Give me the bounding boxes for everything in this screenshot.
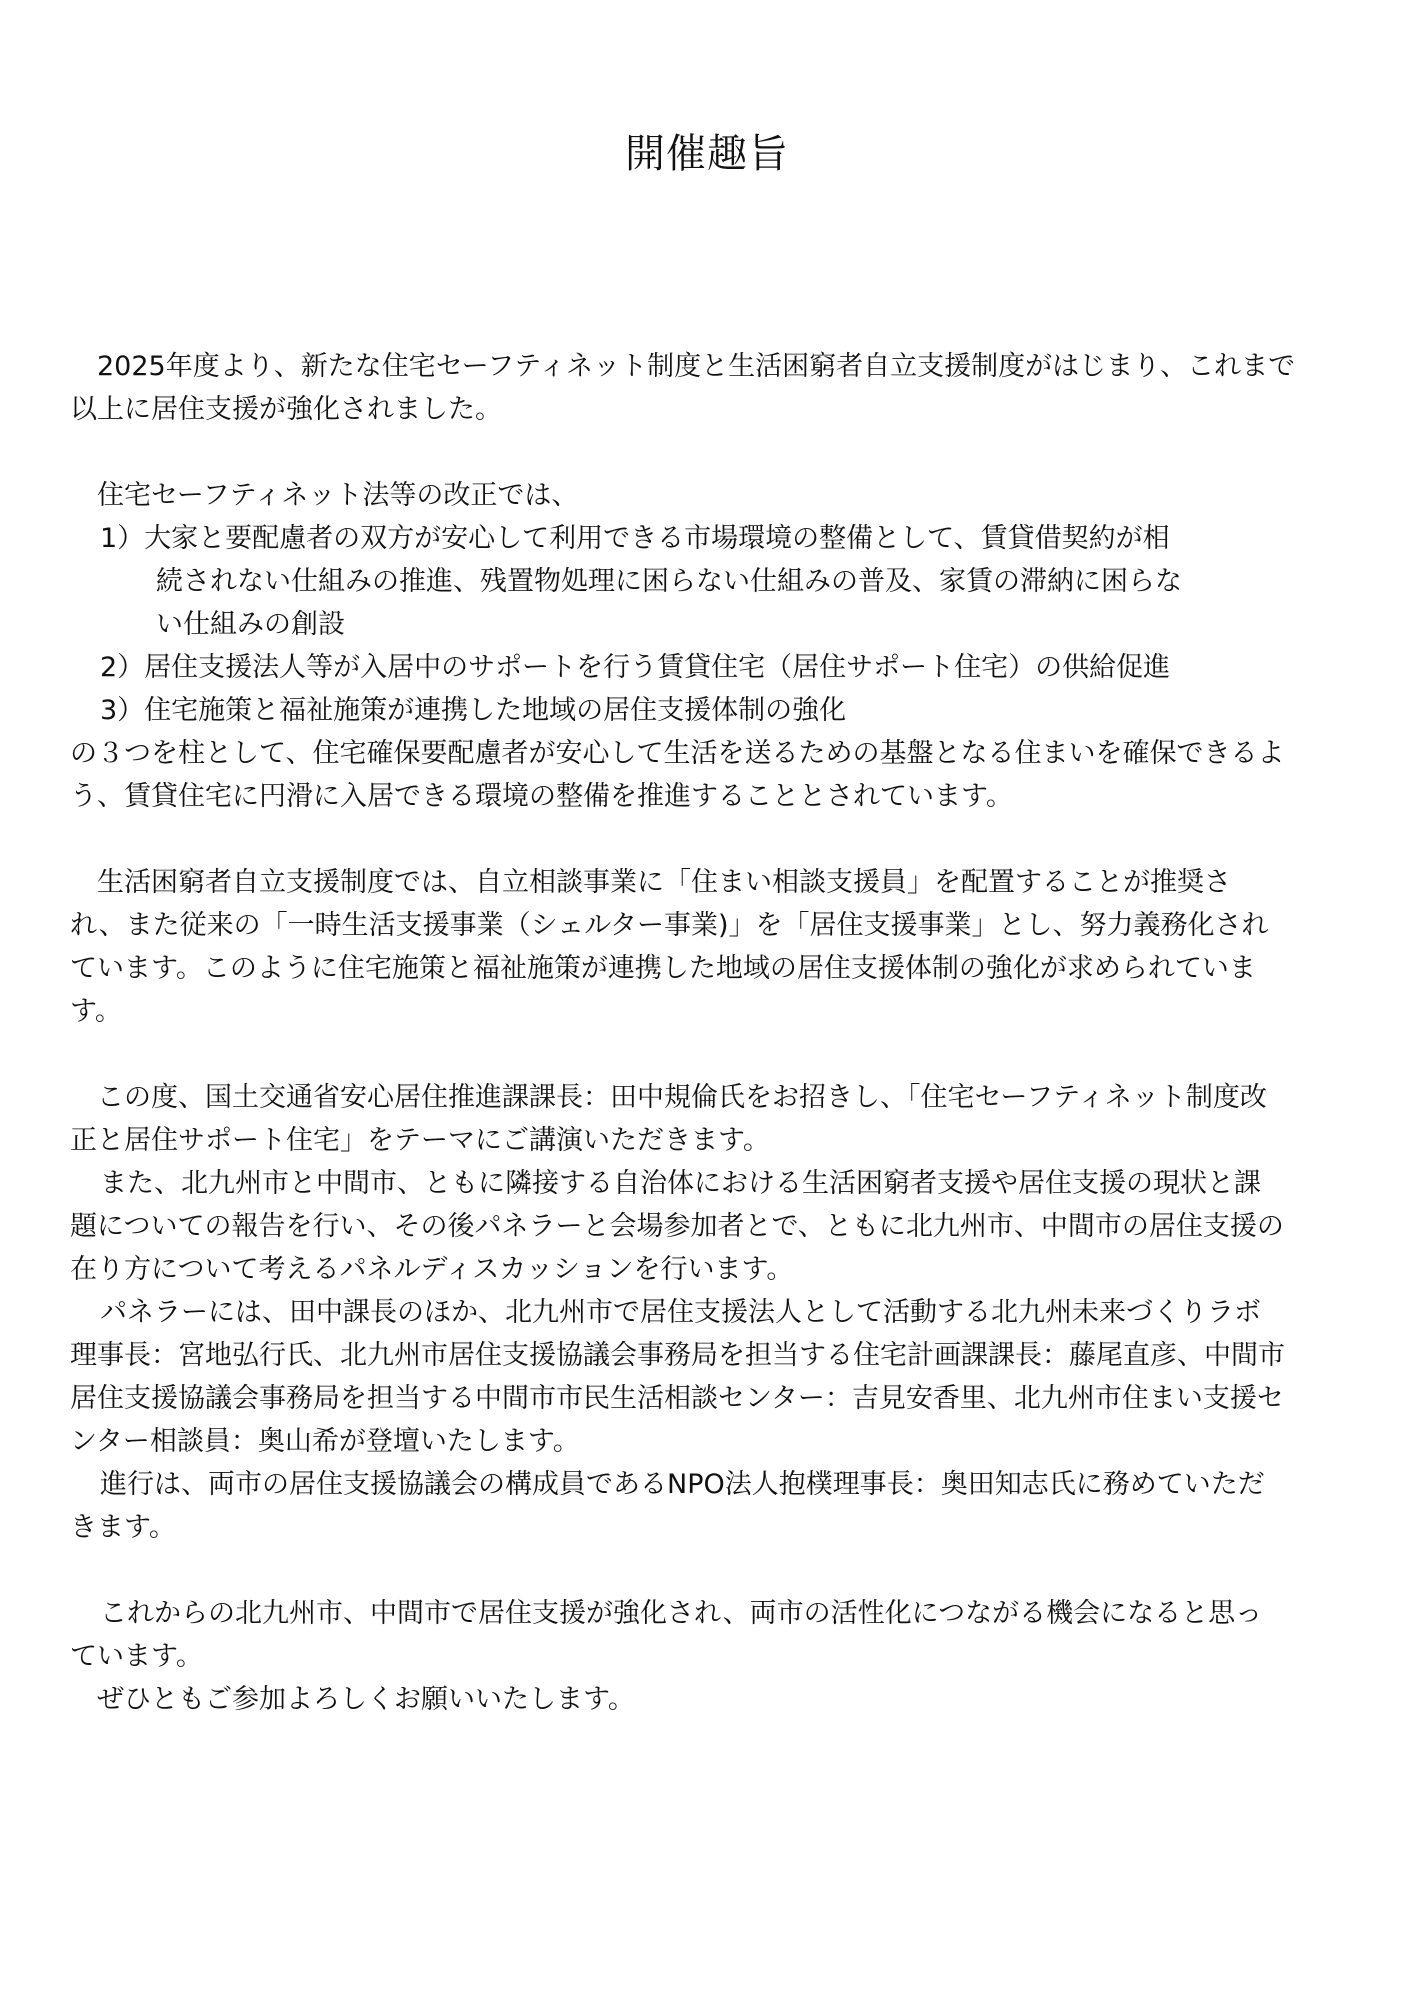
- paragraph-3-line-1: 生活困窮者自立支援制度では、自立相談事業に「住まい相談支援員」を配置することが推奨さ: [97, 867, 1231, 898]
- list-item-1-line-1: 1）大家と要配慮者の双方が安心して利用できる市場環境の整備として、賃貸借契約が相: [100, 523, 1170, 554]
- paragraph-3-line-3: ています。このように住宅施策と福祉施策が連携した地域の居住支援体制の強化が求められていま: [70, 953, 1256, 984]
- paragraph-4-line-5: 在り方について考えるパネルディスカッションを行います。: [70, 1254, 794, 1285]
- paragraph-2-intro: 住宅セーフティネット法等の改正では、: [97, 480, 579, 511]
- paragraph-3-line-2: れ、また従来の「一時生活支援事業（シェルター事業)」を「居住支援事業」とし、努力義務化され: [70, 910, 1269, 941]
- paragraph-4-line-7: 理事長：宮地弘行氏、北九州市居住支援協議会事務局を担当する住宅計画課課長：藤尾直彦、中間市: [70, 1340, 1285, 1371]
- list-item-3: 3）住宅施策と福祉施策が連携した地域の居住支援体制の強化: [100, 695, 847, 726]
- paragraph-4-line-1: この度、国土交通省安心居住推進課課長：田中規倫氏をお招きし、「住宅セーフティネット制度改: [97, 1082, 1267, 1113]
- paragraph-spacer: [70, 1549, 1354, 1592]
- paragraph-spacer: [70, 818, 1354, 861]
- paragraph-spacer: [70, 431, 1354, 474]
- paragraph-4-line-2: 正と居住サポート住宅」をテーマにご講演いただきます。: [70, 1125, 770, 1156]
- paragraph-5-line-1: これからの北九州市、中間市で居住支援が強化され、両市の活性化につながる機会になると思っ: [100, 1598, 1263, 1629]
- paragraph-4-line-11: きます。: [70, 1512, 176, 1543]
- page-title: 開催趣旨: [625, 131, 789, 177]
- paragraph-4-line-3: また、北九州市と中間市、ともに隣接する自治体における生活困窮者支援や居住支援の現状と課: [100, 1168, 1261, 1199]
- paragraph-3-line-4: す。: [70, 996, 122, 1027]
- paragraph-2-closing-line-2: う、賃貸住宅に円滑に入居できる環境の整備を推進することとされています。: [70, 781, 1013, 812]
- paragraph-spacer: [70, 1033, 1354, 1076]
- paragraph-4-line-10: 進行は、両市の居住支援協議会の構成員であるNPO法人抱樸理事長：奥田知志氏に務めていただ: [100, 1469, 1265, 1500]
- paragraph-4-line-6: パネラーには、田中課長のほか、北九州市で居住支援法人として活動する北九州未来づくりラボ: [100, 1297, 1261, 1328]
- paragraph-4-line-4: 題についての報告を行い、その後パネラーと会場参加者とで、ともに北九州市、中間市の居住支援の: [70, 1211, 1284, 1242]
- list-item-2: 2）居住支援法人等が入居中のサポートを行う賃貸住宅（居住サポート住宅）の供給促進: [100, 652, 1171, 683]
- paragraph-5-line-3: ぜひともご参加よろしくお願いいたします。: [97, 1684, 635, 1715]
- paragraph-1-line-2: 以上に居住支援が強化されました。: [70, 394, 502, 425]
- document-body: [70, 345, 1354, 1721]
- paragraph-5-line-2: ています。: [70, 1641, 203, 1672]
- paragraph-2-closing-line-1: の３つを柱として、住宅確保要配慮者が安心して生活を送るための基盤となる住まいを確保できるよ: [70, 738, 1285, 769]
- paragraph-4-line-9: ンター相談員：奥山希が登壇いたします。: [70, 1426, 580, 1457]
- list-item-1-line-3: い仕組みの創設: [156, 609, 345, 640]
- list-item-1-line-2: 続されない仕組みの推進、残置物処理に困らない仕組みの普及、家賃の滞納に困らな: [156, 566, 1182, 597]
- paragraph-4-line-8: 居住支援協議会事務局を担当する中間市市民生活相談センター：吉見安香里、北九州市住まい支援セ: [70, 1383, 1284, 1414]
- paragraph-1-line-1: 2025年度より、新たな住宅セーフティネット制度と生活困窮者自立支援制度がはじまり、これまで: [97, 351, 1296, 382]
